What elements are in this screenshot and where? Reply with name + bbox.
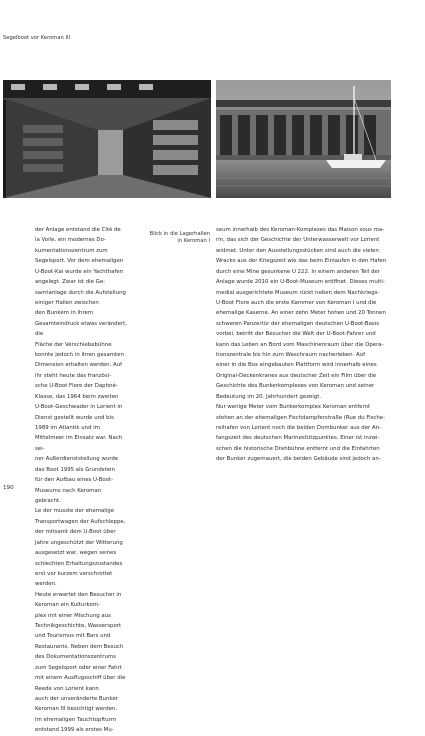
warehouse-interior-photo bbox=[3, 80, 211, 198]
page-number: 190 bbox=[3, 485, 14, 491]
text-column-left bbox=[35, 225, 127, 736]
body-paragraph: der Anlage entstand die Cité de la Voile, ein modernes Do- kumentationszentrum zum Segelsport. Vor dem ehemaligen U-Boot-Kai wurde ein Yachthafen angelegt. Zwar ist die Ge- samtanlage durch die Aufstellung einiger Hallen zwischen den Bunkern in ihrem Gesamteindruck etwas verändert, die Fläche der Verschiebebühne konnte jedoch in ihren gesamten Dimension erhalten werden. Auf ihr steht heute das französi- sche U-Boot Flore der Daphné-Klasse, das 1964 beim zweiten U-Boot-Geschwader in Lorient in Dienst gestellt wurde und bis 1989 im Atlantik und im Mittelmeer im Einsatz war. Nach sei- ner Außerdienststellung wurde das Boot 1995 als Grundstein für den Aufbau eines U-Boot-Museums nach Keroman gebracht. Le der musste der ehemalige Transportwagen der Aufschleppe, der mitsamt dem U-Boot über Jahre ungeschützt der Witterung ausgesetzt war, wegen seines schlechten Erhaltungszustandes erst vor kurzem verschrottet werden. bbox=[35, 227, 127, 588]
text-column-right bbox=[216, 225, 394, 465]
photo-caption-top: Segelboot vor Keroman III bbox=[3, 35, 71, 41]
body-paragraph: seum innerhalb des Keroman-Komplexes das Maison sous ma- rin, das sich der Geschichte der Unterwasserwelt vor Lorient widmet. Unter den Ausstellungsstücken sind auch die vielen Wracks aus der Kriegszeit wie das beim Einlaufen in den Hafen durch eine Mine gesunkene U 222. In einem anderen Teil der Anlage wurde 2010 ein U-Boot-Museum eröffnet. Dieses multi- medial ausgerichtete Museum rückt neben dem Nachkriegs- U-Boot Flore auch die erste Kammer von Keroman I und die ehemalige Kaserne. An einer zehn Meter hohen und 20 Tonnen schweren Panzertür der ehemaligen deutschen U-Boot-Basis vorbei, betritt der Besucher die Welt der U-Boot-Fahrer und kann das Leben an Bord vom Maschinenraum über die Opera- tionszentrale bis hin zum Waschraum nacherleben. Auf einer in die Box eingebauten Plattform wird innerhalb eines Original-Deckenkranes aus deutscher Zeit ein Film über die Geschichte des Bunkerkomplexes von Keroman und seiner Bedeutung im 20. Jahrhundert gezeigt. bbox=[216, 227, 387, 400]
photo-caption-side: Blick in die Lagerhallen in Keroman I bbox=[149, 231, 210, 244]
harbour-sailboat-photo bbox=[216, 80, 391, 198]
body-paragraph: Nur wenige Meter vom Bunkerkomplex Keroman entfernt stehen an der ehemaligen Fischdampferstraße (Rue du Fische- reihafen von Lorient noch die beiden Dombunker aus der An- fangszeit des deutschen Marinestützpunktes. Einer ist inzwi- schen die historische Drehbühne entfernt und die Einfahrten der Bunker zugemauert, die beiden Gebäude sind jedoch an- bbox=[216, 404, 386, 463]
body-paragraph: Heute erwartet den Besucher in Keroman ein Kulturkom- plex mit einer Mischung aus Technikgeschichte, Wassersport und Tourismus mit Bars und Restaurants. Neben dem Besuch des Dokumentationszentrums zum Segelsport oder einer Fahrt mit einem Ausflugsschiff über die Reede von Lorient kann auch der unveränderte Bunker Keroman III besichtigt werden. Im ehemaligen Tauchtopfturm entstand 1999 als erstes Mu- bbox=[35, 591, 126, 734]
